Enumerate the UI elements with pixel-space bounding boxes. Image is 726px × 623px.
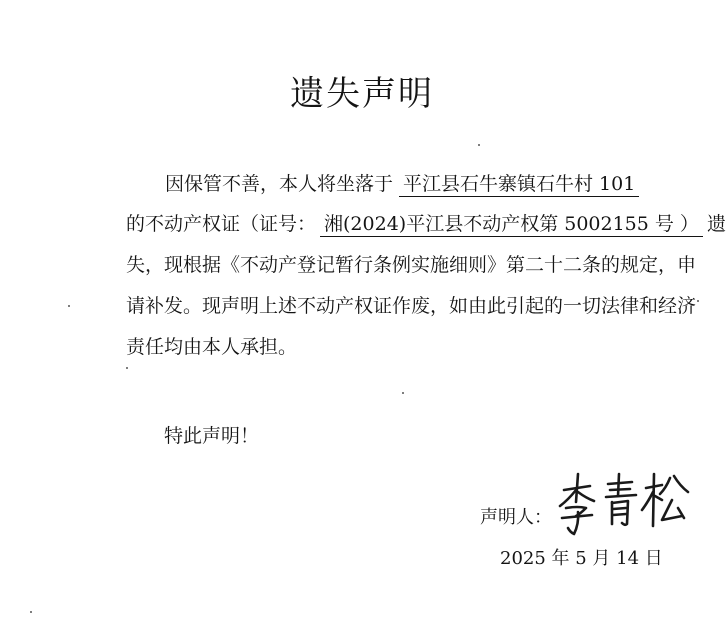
- body-line-2-prefix: 的不动产权证（证号：: [126, 213, 317, 235]
- body-line-1-prefix: 因保管不善，本人将坐落于: [165, 173, 394, 195]
- body-line-5: 责任均由本人承担。: [126, 336, 298, 358]
- body-line-2: [126, 212, 726, 236]
- handwritten-signature: [552, 468, 692, 538]
- declarant-label: 声明人：: [480, 507, 552, 528]
- scan-speck: [478, 144, 480, 146]
- certificate-number: 湘(2024)平江县不动产权第 5002155 号 ）: [320, 213, 703, 237]
- scan-speck: [402, 392, 404, 394]
- body-line-2-suffix: 遗: [706, 213, 726, 235]
- scan-speck: [697, 300, 699, 302]
- scan-speck: [30, 611, 32, 613]
- body-line-1: [165, 172, 639, 196]
- scan-speck: [126, 367, 128, 369]
- property-address: 平江县石牛寨镇石牛村 101: [399, 173, 639, 197]
- closing-statement: 特此声明！: [164, 425, 260, 447]
- scan-speck: [68, 305, 70, 307]
- document-title: 遗失声明: [290, 74, 434, 114]
- declaration-date: 2025 年 5 月 14 日: [500, 548, 663, 569]
- body-line-3: 失，现根据《不动产登记暂行条例实施细则》第二十二条的规定，申: [126, 254, 697, 276]
- body-line-4: 请补发。现声明上述不动产权证作废，如由此引起的一切法律和经济: [126, 295, 697, 317]
